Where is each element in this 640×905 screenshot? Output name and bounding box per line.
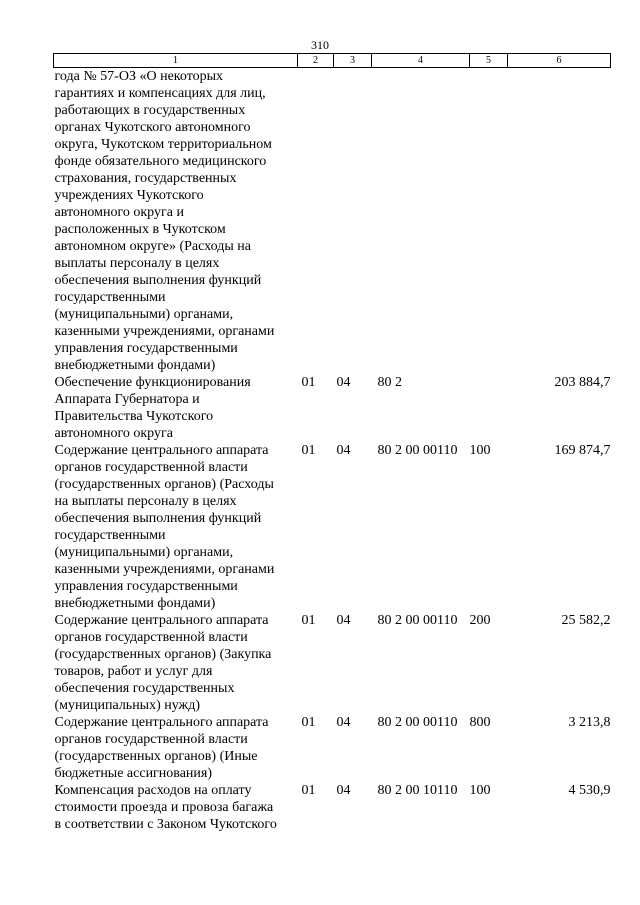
subsection-code-cell: 04	[336, 443, 351, 458]
subsection-code-cell: 04	[336, 783, 351, 798]
row-name-line: автономном округе» (Расходы на	[54, 239, 251, 254]
table-row	[54, 442, 611, 612]
column-header-5: 5	[470, 54, 508, 68]
row-name-line: на выплаты персоналу в целях	[54, 494, 237, 509]
page-number: 310	[311, 38, 329, 52]
row-name-cell	[54, 782, 298, 833]
section-code-cell: 01	[301, 715, 316, 730]
row-name-line: обеспечения выполнения функций	[54, 273, 262, 288]
column-header-1: 1	[54, 54, 298, 68]
row-name-line: года № 57-ОЗ «О некоторых	[54, 69, 224, 84]
row-name-line: казенными учреждениями, органами	[54, 562, 275, 577]
section-code-cell: 01	[301, 613, 316, 628]
expense-type-cell: 800	[469, 715, 491, 730]
row-name-line: выплаты персоналу в целях	[54, 256, 220, 271]
article-code-cell: 80 2 00 00110	[377, 715, 458, 730]
row-name-line: органах Чукотского автономного	[54, 120, 251, 135]
expense-type-cell: 200	[469, 613, 491, 628]
subsection-code-cell	[334, 68, 372, 375]
section-code-cell	[298, 68, 334, 375]
row-name-line: страхования, государственных	[54, 171, 237, 186]
amount-cell: 4 530,9	[568, 783, 611, 798]
row-name-line: Компенсация расходов на оплату	[54, 783, 252, 798]
row-name-line: органов государственной власти	[54, 460, 248, 475]
amount-cell: 169 874,7	[554, 443, 611, 458]
amount-cell: 25 582,2	[561, 613, 611, 628]
column-header-3: 3	[334, 54, 372, 68]
table-row	[54, 68, 611, 375]
expense-type-cell	[470, 374, 508, 442]
column-header-4: 4	[372, 54, 470, 68]
article-code-cell: 80 2 00 00110	[377, 613, 458, 628]
row-name-line: бюджетные ассигнования)	[54, 766, 213, 781]
expense-type-cell: 100	[469, 443, 491, 458]
row-name-cell	[54, 374, 298, 442]
row-name-line: Обеспечение функционирования	[54, 375, 251, 390]
row-name-line: расположенных в Чукотском	[54, 222, 226, 237]
table-row	[54, 612, 611, 714]
article-code-cell: 80 2 00 10110	[377, 783, 458, 798]
row-name-line: управления государственными	[54, 341, 238, 356]
amount-cell: 3 213,8	[568, 715, 611, 730]
row-name-line: (муниципальных) нужд)	[54, 698, 201, 713]
row-name-line: органов государственной власти	[54, 732, 248, 747]
row-name-line: внебюджетными фондами)	[54, 596, 216, 611]
expense-type-cell	[470, 68, 508, 375]
row-name-line: государственными	[54, 290, 166, 305]
article-code-cell: 80 2 00 00110	[377, 443, 458, 458]
row-name-cell	[54, 68, 298, 375]
row-name-line: автономного округа и	[54, 205, 184, 220]
row-name-line: автономного округа	[54, 426, 173, 441]
row-name-line: (государственных органов) (Расходы	[54, 477, 274, 492]
row-name-line: Содержание центрального аппарата	[54, 715, 269, 730]
amount-cell	[508, 68, 611, 375]
row-name-line: работающих в государственных	[54, 103, 246, 118]
row-name-line: фонде обязательного медицинского	[54, 154, 267, 169]
row-name-line: государственными	[54, 528, 166, 543]
section-code-cell: 01	[301, 375, 316, 390]
row-name-line: казенными учреждениями, органами	[54, 324, 275, 339]
row-name-line: Содержание центрального аппарата	[54, 613, 269, 628]
row-name-line: обеспечения выполнения функций	[54, 511, 262, 526]
row-name-cell	[54, 442, 298, 612]
row-name-line: (муниципальными) органами,	[54, 307, 234, 322]
subsection-code-cell: 04	[336, 613, 351, 628]
row-name-line: учреждениях Чукотского	[54, 188, 204, 203]
amount-cell: 203 884,7	[554, 375, 611, 390]
article-code-cell	[372, 68, 470, 375]
row-name-line: Содержание центрального аппарата	[54, 443, 269, 458]
table-row	[54, 714, 611, 782]
article-code-cell: 80 2	[377, 375, 402, 390]
table-header-row	[54, 54, 611, 68]
row-name-line: органов государственной власти	[54, 630, 248, 645]
expense-type-cell: 100	[469, 783, 491, 798]
row-name-line: товаров, работ и услуг для	[54, 664, 213, 679]
row-name-line: Аппарата Губернатора и	[54, 392, 200, 407]
section-code-cell: 01	[301, 783, 316, 798]
table-row	[54, 782, 611, 833]
table-body	[54, 68, 611, 834]
row-name-line: управления государственными	[54, 579, 238, 594]
row-name-line: в соответствии с Законом Чукотского	[54, 817, 277, 832]
subsection-code-cell: 04	[336, 715, 351, 730]
subsection-code-cell: 04	[336, 375, 351, 390]
row-name-line: (государственных органов) (Закупка	[54, 647, 272, 662]
row-name-line: обеспечения государственных	[54, 681, 235, 696]
budget-table	[53, 53, 611, 833]
column-header-6: 6	[508, 54, 611, 68]
row-name-line: (муниципальными) органами,	[54, 545, 234, 560]
row-name-line: Правительства Чукотского	[54, 409, 214, 424]
row-name-line: стоимости проезда и провоза багажа	[54, 800, 274, 815]
column-header-2: 2	[298, 54, 334, 68]
row-name-line: гарантиях и компенсациях для лиц,	[54, 86, 266, 101]
table-row	[54, 374, 611, 442]
section-code-cell: 01	[301, 443, 316, 458]
row-name-cell	[54, 612, 298, 714]
row-name-line: (государственных органов) (Иные	[54, 749, 258, 764]
row-name-cell	[54, 714, 298, 782]
row-name-line: внебюджетными фондами)	[54, 358, 216, 373]
row-name-line: округа, Чукотском территориальном	[54, 137, 272, 152]
